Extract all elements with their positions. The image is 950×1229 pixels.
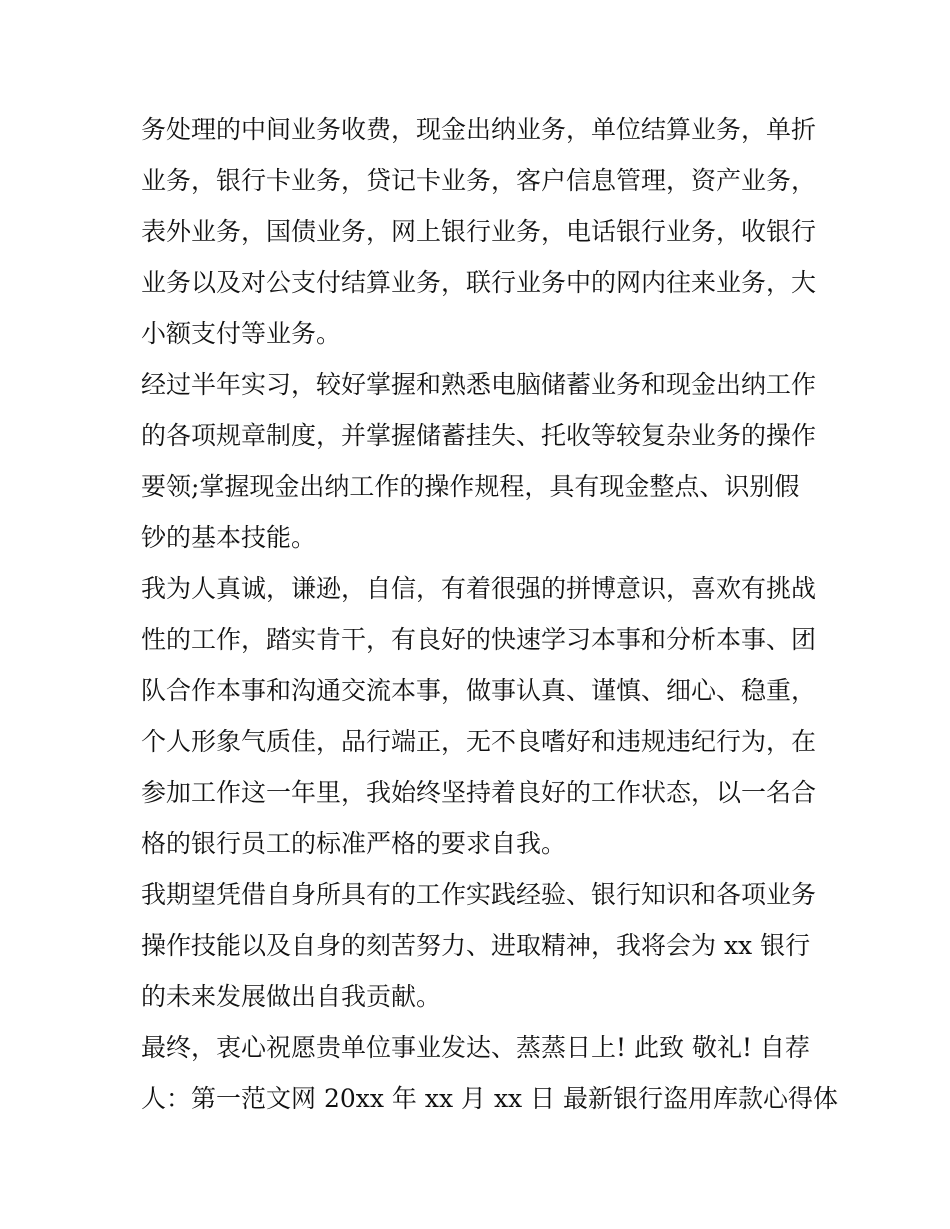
text-line: 我期望凭借自身所具有的工作实践经验、银行知识和各项业务 <box>141 880 817 909</box>
text-line: 业务以及对公支付结算业务，联行业务中的网内往来业务，大 <box>141 268 817 297</box>
text-line: 务处理的中间业务收费，现金出纳业务，单位结算业务，单折 <box>141 115 817 144</box>
text-line: 最终，衷心祝愿贵单位事业发达、蒸蒸日上! 此致 敬礼! 自荐 <box>141 1033 810 1062</box>
paragraph-business-scope <box>141 104 821 359</box>
text-line: 经过半年实习，较好掌握和熟悉电脑储蓄业务和现金出纳工作 <box>141 370 817 399</box>
document-body <box>141 104 839 1124</box>
text-line: 表外业务，国债业务，网上银行业务，电话银行业务，收银行 <box>141 217 817 246</box>
paragraph-closing <box>141 1022 839 1124</box>
paragraph-personal-qualities <box>141 563 821 869</box>
paragraph-internship-summary <box>141 359 821 563</box>
text-line: 要领;掌握现金出纳工作的操作规程，具有现金整点、识别假 <box>141 472 800 501</box>
text-line: 格的银行员工的标准严格的要求自我。 <box>141 829 567 858</box>
text-line: 队合作本事和沟通交流本事，做事认真、谨慎、细心、稳重， <box>141 676 817 705</box>
text-line: 人：第一范文网 20xx 年 xx 月 xx 日 最新银行盗用库款心得体 <box>141 1084 839 1113</box>
text-line: 的未来发展做出自我贡献。 <box>141 982 442 1011</box>
text-line: 性的工作，踏实肯干，有良好的快速学习本事和分析本事、团 <box>141 625 817 654</box>
text-line: 我为人真诚，谦逊，自信，有着很强的拼博意识，喜欢有挑战 <box>141 574 817 603</box>
text-line: 小额支付等业务。 <box>141 319 342 348</box>
text-line: 的各项规章制度，并掌握储蓄挂失、托收等较复杂业务的操作 <box>141 421 817 450</box>
text-line: 参加工作这一年里，我始终坚持着良好的工作状态，以一名合 <box>141 778 817 807</box>
paragraph-expectations <box>141 869 821 1022</box>
text-line: 业务，银行卡业务，贷记卡业务，客户信息管理，资产业务， <box>141 166 817 195</box>
text-line: 操作技能以及自身的刻苦努力、进取精神，我将会为 xx 银行 <box>141 931 811 960</box>
text-line: 钞的基本技能。 <box>141 523 317 552</box>
text-line: 个人形象气质佳，品行端正，无不良嗜好和违规违纪行为，在 <box>141 727 817 756</box>
